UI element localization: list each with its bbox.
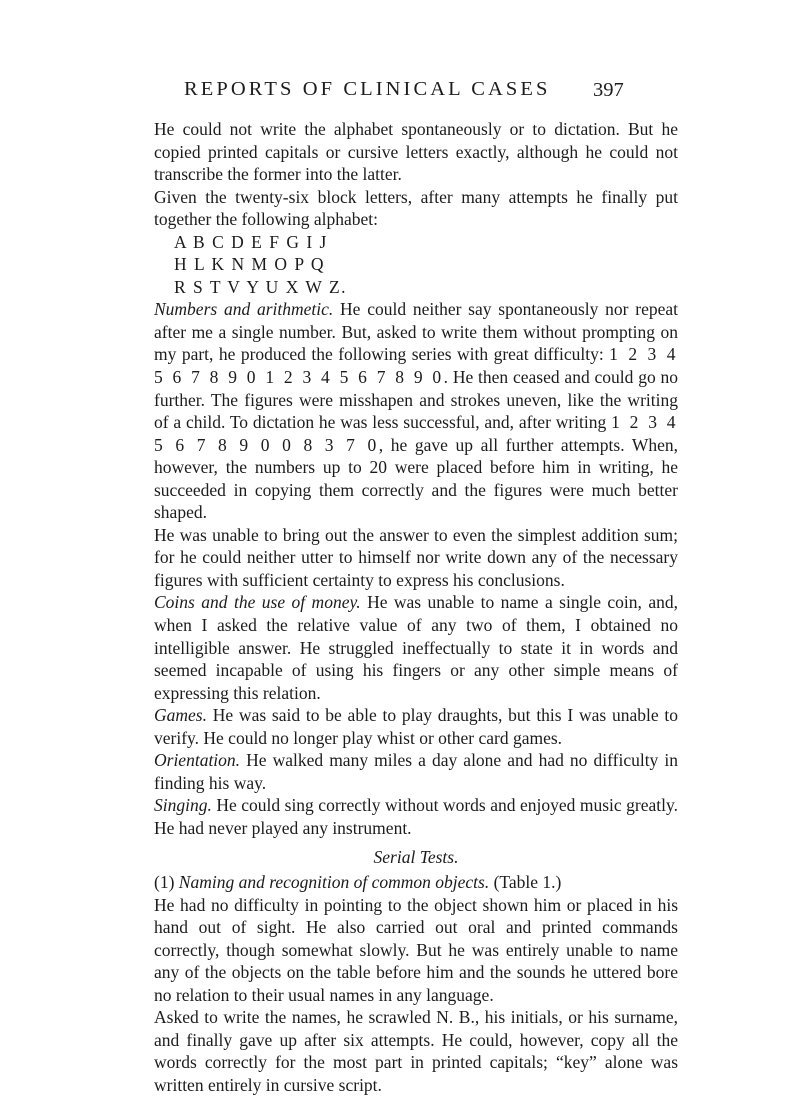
paragraph-coins	[154, 591, 678, 704]
paragraph-singing	[154, 794, 678, 839]
paragraph-orientation	[154, 749, 678, 794]
test-1-heading: Naming and recognition of common objects.	[178, 872, 490, 893]
alphabet-line-3: R S T V Y U X W Z.	[174, 276, 348, 297]
test-1-number: (1)	[154, 872, 179, 893]
alphabet-line-1: A B C D E F G I J	[174, 231, 328, 252]
numbers-heading: Numbers and arithmetic.	[154, 299, 334, 320]
paragraph-block-letters: Given the twenty-six block letters, after many attempts he finally put together the following alphabet:	[154, 186, 678, 230]
paragraph-addition: He was unable to bring out the answer to even the simplest addition sum; for he could neither utter to himself nor write down any of the necessary figures with sufficient certainty to express his conclusions.	[154, 524, 678, 590]
test-1-table-ref: (Table 1.)	[489, 872, 562, 893]
number-series-1: 1 2 3 4 5 6 7 8 9 0 1 2 3 4 5 6 7 8 9 0	[154, 344, 678, 388]
numbers-text-1: He could neither say spontaneously nor repeat after me a single number. But, asked to write them without prompting on my part, he produced the following series with great difficulty:	[154, 299, 678, 365]
paragraph-objects: He had no difficulty in pointing to the object shown him or placed in his hand out of sight. He also carried out oral and printed commands correctly, though somewhat slowly. But he was entirely unable to name any of the objects on the table before him and the sounds he uttered bore no relation to their usual names in any language.	[154, 894, 678, 1005]
number-series-2: 1 2 3 4 5 6 7 8 9 0 0 8 3 7 0	[154, 412, 679, 455]
paragraph-writing-names: Asked to write the names, he scrawled N. B., his initials, or his surname, and finally gave up after six attempts. He could, however, copy all the words correctly for the most part in printed capitals; “key” alone was written entirely in cursive script.	[154, 1007, 678, 1095]
coins-heading: Coins and the use of money.	[154, 592, 361, 613]
games-heading: Games.	[154, 705, 207, 726]
page-number: 397	[593, 79, 624, 101]
orientation-heading: Orientation.	[154, 750, 241, 771]
paragraph-test-1	[154, 871, 678, 894]
paragraph-alphabet-writing: He could not write the alphabet spontaneously or to dictation. But he copied printed capitals or cursive letters exactly, although he could not transcribe the former into the latter.	[154, 119, 678, 185]
alphabet-line-2: H L K N M O P Q	[174, 254, 325, 275]
paragraph-numbers	[154, 298, 678, 523]
paragraph-games	[154, 704, 678, 749]
section-title-serial-tests: Serial Tests.	[373, 846, 459, 867]
singing-text: He could sing correctly without words and enjoyed music greatly. He had never played any instrument.	[154, 795, 678, 838]
orientation-text: He walked many miles a day alone and had no difficulty in finding his way.	[154, 750, 678, 793]
numbers-text-2: . He then ceased and could go no further. The figures were misshapen and strokes uneven, like the writing of a child. To dictation he was less successful, and, after writing	[154, 367, 679, 433]
numbers-text-3: , he gave up all further attempts. When, however, the numbers up to 20 were placed before him in writing, he succeeded in copying them correctly and the figures were much better shaped.	[154, 434, 679, 523]
singing-heading: Singing.	[154, 795, 212, 816]
games-text: He was said to be able to play draughts, but this I was unable to verify. He could no longer play whist or other card games.	[154, 705, 678, 748]
body-text	[154, 118, 678, 1097]
coins-text: He was unable to name a single coin, and, when I asked the relative value of any two of them, I obtained no intelligible answer. He struggled ineffectually to state it in words and seemed incapable of using his fingers or any other simple means of expressing this relation.	[154, 592, 678, 703]
running-title: REPORTS OF CLINICAL CASES	[184, 78, 551, 100]
